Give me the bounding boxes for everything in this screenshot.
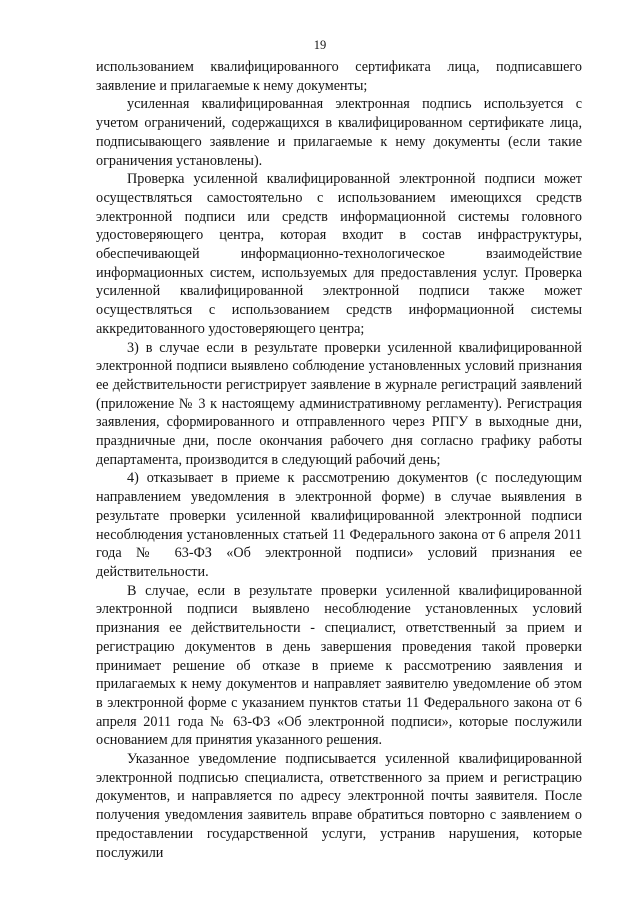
document-body [96,58,582,862]
page-number: 19 [313,38,327,52]
paragraph-item-4: 4) отказывает в приеме к рассмотрению документов (с последующим направлением уведомления в электронной форме) в случае выявления в результате проверки усиленной квалифицированной электронной подписи несоблюдения установленных статьей 11 Федерального закона от 6 апреля 2011 года № 63-ФЗ «Об электронной подписи» условий признания ее действительности. [96,470,582,580]
paragraph-notification: Указанное уведомление подписывается усиленной квалифицированной электронной подписью специалиста, ответственного за прием и регистрацию документов, и направляется по адресу электронной почты заявителя. После получения уведомления заявитель вправе обратиться повторно с заявлением о предоставлении государственной услуги, устранив нарушения, которые послужили [96,751,582,861]
paragraph-item-3: 3) в случае если в результате проверки усиленной квалифицированной электронной подписи выявлено соблюдение установленных условий признания ее действительности регистрирует заявление в журнале регистраций заявлений (приложение № 3 к настоящему административному регламенту). Регистрация заявления, сформированного и отправленного через РПГУ в выходные дни, праздничные дни, после окончания рабочего дня согласно графику работы департамента, производится в следующий рабочий день; [96,339,582,468]
paragraph-signature-verification: Проверка усиленной квалифицированной электронной подписи может осуществляться самостоятельно с использованием имеющихся средств электронной подписи или средств информационной системы головного удостоверяющего центра, которая входит в состав инфраструктуры, обеспечивающей информационно-технологическое взаимодействие информационных систем, используемых для предоставления услуг. Проверка усиленной квалифицированной электронной подписи также может осуществляться с использованием средств информационной системы аккредитованного удостоверяющего центра; [96,171,582,337]
paragraph-continuation: использованием квалифицированного сертификата лица, подписавшего заявление и прилагаемые к нему документы; [96,59,582,94]
paragraph-refusal-case: В случае, если в результате проверки усиленной квалифицированной электронной подписи выявлено несоблюдение установленных условий признания ее действительности - специалист, ответственный за прием и регистрацию документов в день завершения проведения такой проверки принимает решение об отказе в приеме к рассмотрению заявления и прилагаемых к нему документов и направляет заявителю уведомление об этом в электронной форме с указанием пунктов статьи 11 Федерального закона от 6 апреля 2011 года № 63-ФЗ «Об электронной подписи», которые послужили основанием для принятия указанного решения. [96,582,582,749]
paragraph-signature-restrictions: усиленная квалифицированная электронная подпись используется с учетом ограничений, содержащихся в квалифицированном сертификате лица, подписывающего заявление и прилагаемые к нему документы (если такие ограничения установлены). [96,96,582,169]
